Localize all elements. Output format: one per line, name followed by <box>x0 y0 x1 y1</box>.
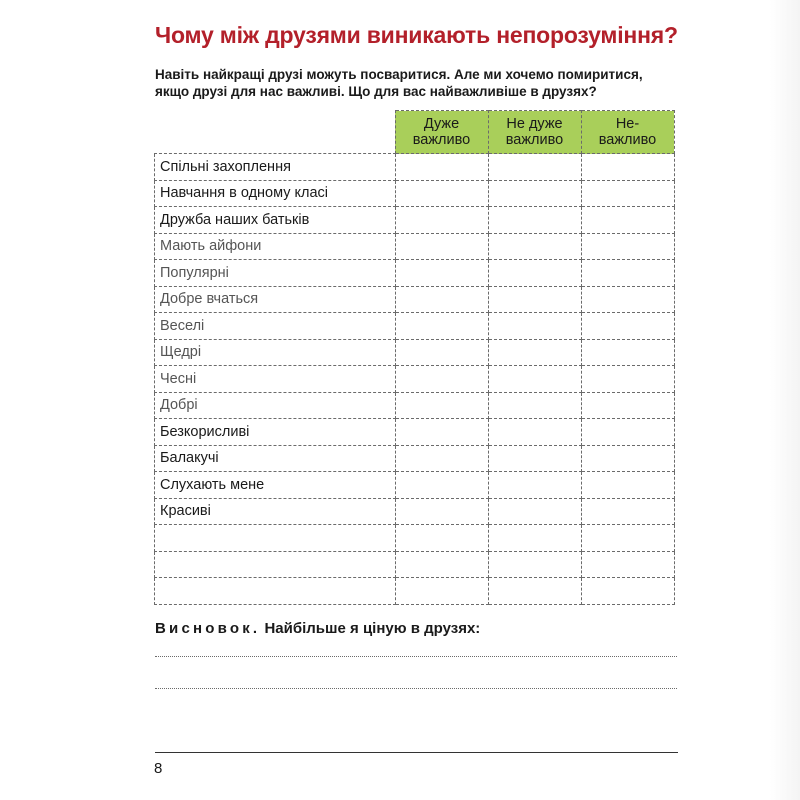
row-label: Добрі <box>155 392 396 419</box>
row-label <box>155 525 396 552</box>
answer-cell-not-very-important[interactable] <box>488 472 581 499</box>
answer-cell-not-very-important[interactable] <box>488 419 581 446</box>
page-number: 8 <box>154 760 163 777</box>
answer-cell-not-important[interactable] <box>581 154 674 181</box>
answer-cell-not-very-important[interactable] <box>488 498 581 525</box>
table-row <box>155 392 675 419</box>
column-header-line: Дуже <box>423 116 460 132</box>
table-row <box>155 313 675 340</box>
table-corner-cell <box>155 111 396 154</box>
answer-cell-not-very-important[interactable] <box>488 207 581 234</box>
table-row <box>155 551 675 578</box>
row-label: Навчання в одному класі <box>155 180 396 207</box>
row-label <box>155 551 396 578</box>
table-row <box>155 419 675 446</box>
conclusion-prompt <box>155 620 480 637</box>
table-header-row <box>155 111 675 154</box>
answer-cell-not-very-important[interactable] <box>488 366 581 393</box>
row-label: Безкорисливі <box>155 419 396 446</box>
answer-cell-very-important[interactable] <box>395 419 488 446</box>
friendship-values-table <box>154 110 675 605</box>
row-label: Спільні захоплення <box>155 154 396 181</box>
column-header-line: Не- <box>615 116 640 132</box>
answer-cell-not-very-important[interactable] <box>488 233 581 260</box>
answer-cell-not-very-important[interactable] <box>488 313 581 340</box>
row-label <box>155 578 396 605</box>
row-label: Дружба наших батьків <box>155 207 396 234</box>
answer-cell-not-important[interactable] <box>581 233 674 260</box>
table-row <box>155 366 675 393</box>
column-header-line: Не дуже <box>506 116 563 132</box>
column-header-line: важливо <box>412 132 471 148</box>
table-row <box>155 578 675 605</box>
answer-cell-very-important[interactable] <box>395 392 488 419</box>
answer-cell-very-important[interactable] <box>395 313 488 340</box>
intro-line-2: якщо друзі для нас важливі. Що для вас найважливіше в друзях? <box>155 84 597 99</box>
answer-cell-not-important[interactable] <box>581 313 674 340</box>
table-row <box>155 472 675 499</box>
table-row <box>155 233 675 260</box>
answer-cell-not-important[interactable] <box>581 180 674 207</box>
answer-cell-very-important[interactable] <box>395 233 488 260</box>
answer-cell-very-important[interactable] <box>395 339 488 366</box>
column-header-line: важливо <box>598 132 657 148</box>
answer-cell-not-very-important[interactable] <box>488 154 581 181</box>
answer-cell-very-important[interactable] <box>395 551 488 578</box>
answer-cell-not-very-important[interactable] <box>488 578 581 605</box>
intro-text <box>155 66 675 100</box>
answer-cell-not-important[interactable] <box>581 392 674 419</box>
column-header-not-very-important <box>488 111 581 154</box>
answer-line-2[interactable] <box>155 688 677 689</box>
conclusion-text: Найбільше я ціную в друзях: <box>264 620 481 637</box>
row-label: Мають айфони <box>155 233 396 260</box>
conclusion-label: Висновок. <box>155 620 261 637</box>
answer-cell-very-important[interactable] <box>395 260 488 287</box>
answer-cell-not-important[interactable] <box>581 419 674 446</box>
answer-cell-not-very-important[interactable] <box>488 551 581 578</box>
answer-line-1[interactable] <box>155 656 677 657</box>
row-label: Популярні <box>155 260 396 287</box>
answer-cell-not-very-important[interactable] <box>488 339 581 366</box>
row-label: Добре вчаться <box>155 286 396 313</box>
answer-cell-not-important[interactable] <box>581 472 674 499</box>
row-label: Балакучі <box>155 445 396 472</box>
intro-line-1: Навіть найкращі друзі можуть посваритися. Але ми хочемо помиритися, <box>155 67 643 82</box>
answer-cell-not-important[interactable] <box>581 339 674 366</box>
table-row <box>155 445 675 472</box>
answer-cell-very-important[interactable] <box>395 498 488 525</box>
column-header-not-important <box>581 111 674 154</box>
answer-cell-very-important[interactable] <box>395 472 488 499</box>
table-row <box>155 154 675 181</box>
table-row <box>155 180 675 207</box>
answer-cell-very-important[interactable] <box>395 154 488 181</box>
answer-cell-not-important[interactable] <box>581 498 674 525</box>
page-title: Чому між друзями виникають непорозуміння? <box>155 22 678 48</box>
answer-cell-not-important[interactable] <box>581 525 674 552</box>
answer-cell-not-very-important[interactable] <box>488 445 581 472</box>
answer-cell-not-important[interactable] <box>581 551 674 578</box>
table-row <box>155 260 675 287</box>
answer-cell-not-important[interactable] <box>581 366 674 393</box>
answer-cell-not-very-important[interactable] <box>488 180 581 207</box>
row-label: Красиві <box>155 498 396 525</box>
answer-cell-very-important[interactable] <box>395 180 488 207</box>
table-row <box>155 339 675 366</box>
answer-cell-not-very-important[interactable] <box>488 260 581 287</box>
answer-cell-not-very-important[interactable] <box>488 525 581 552</box>
table-row <box>155 286 675 313</box>
table-row <box>155 498 675 525</box>
row-label: Чесні <box>155 366 396 393</box>
answer-cell-very-important[interactable] <box>395 286 488 313</box>
answer-cell-very-important[interactable] <box>395 445 488 472</box>
table-row <box>155 525 675 552</box>
table-row <box>155 207 675 234</box>
row-label: Щедрі <box>155 339 396 366</box>
page-edge-shadow <box>770 0 800 800</box>
answer-cell-not-important[interactable] <box>581 445 674 472</box>
footer-rule <box>155 752 678 753</box>
answer-cell-not-important[interactable] <box>581 207 674 234</box>
answer-cell-not-very-important[interactable] <box>488 286 581 313</box>
row-label: Слухають мене <box>155 472 396 499</box>
answer-cell-very-important[interactable] <box>395 207 488 234</box>
column-header-line: важливо <box>505 132 564 148</box>
table-body <box>155 154 675 605</box>
answer-cell-very-important[interactable] <box>395 366 488 393</box>
answer-cell-very-important[interactable] <box>395 578 488 605</box>
answer-cell-very-important[interactable] <box>395 525 488 552</box>
answer-cell-not-important[interactable] <box>581 260 674 287</box>
answer-cell-not-important[interactable] <box>581 286 674 313</box>
column-header-very-important <box>395 111 488 154</box>
row-label: Веселі <box>155 313 396 340</box>
answer-cell-not-very-important[interactable] <box>488 392 581 419</box>
answer-cell-not-important[interactable] <box>581 578 674 605</box>
